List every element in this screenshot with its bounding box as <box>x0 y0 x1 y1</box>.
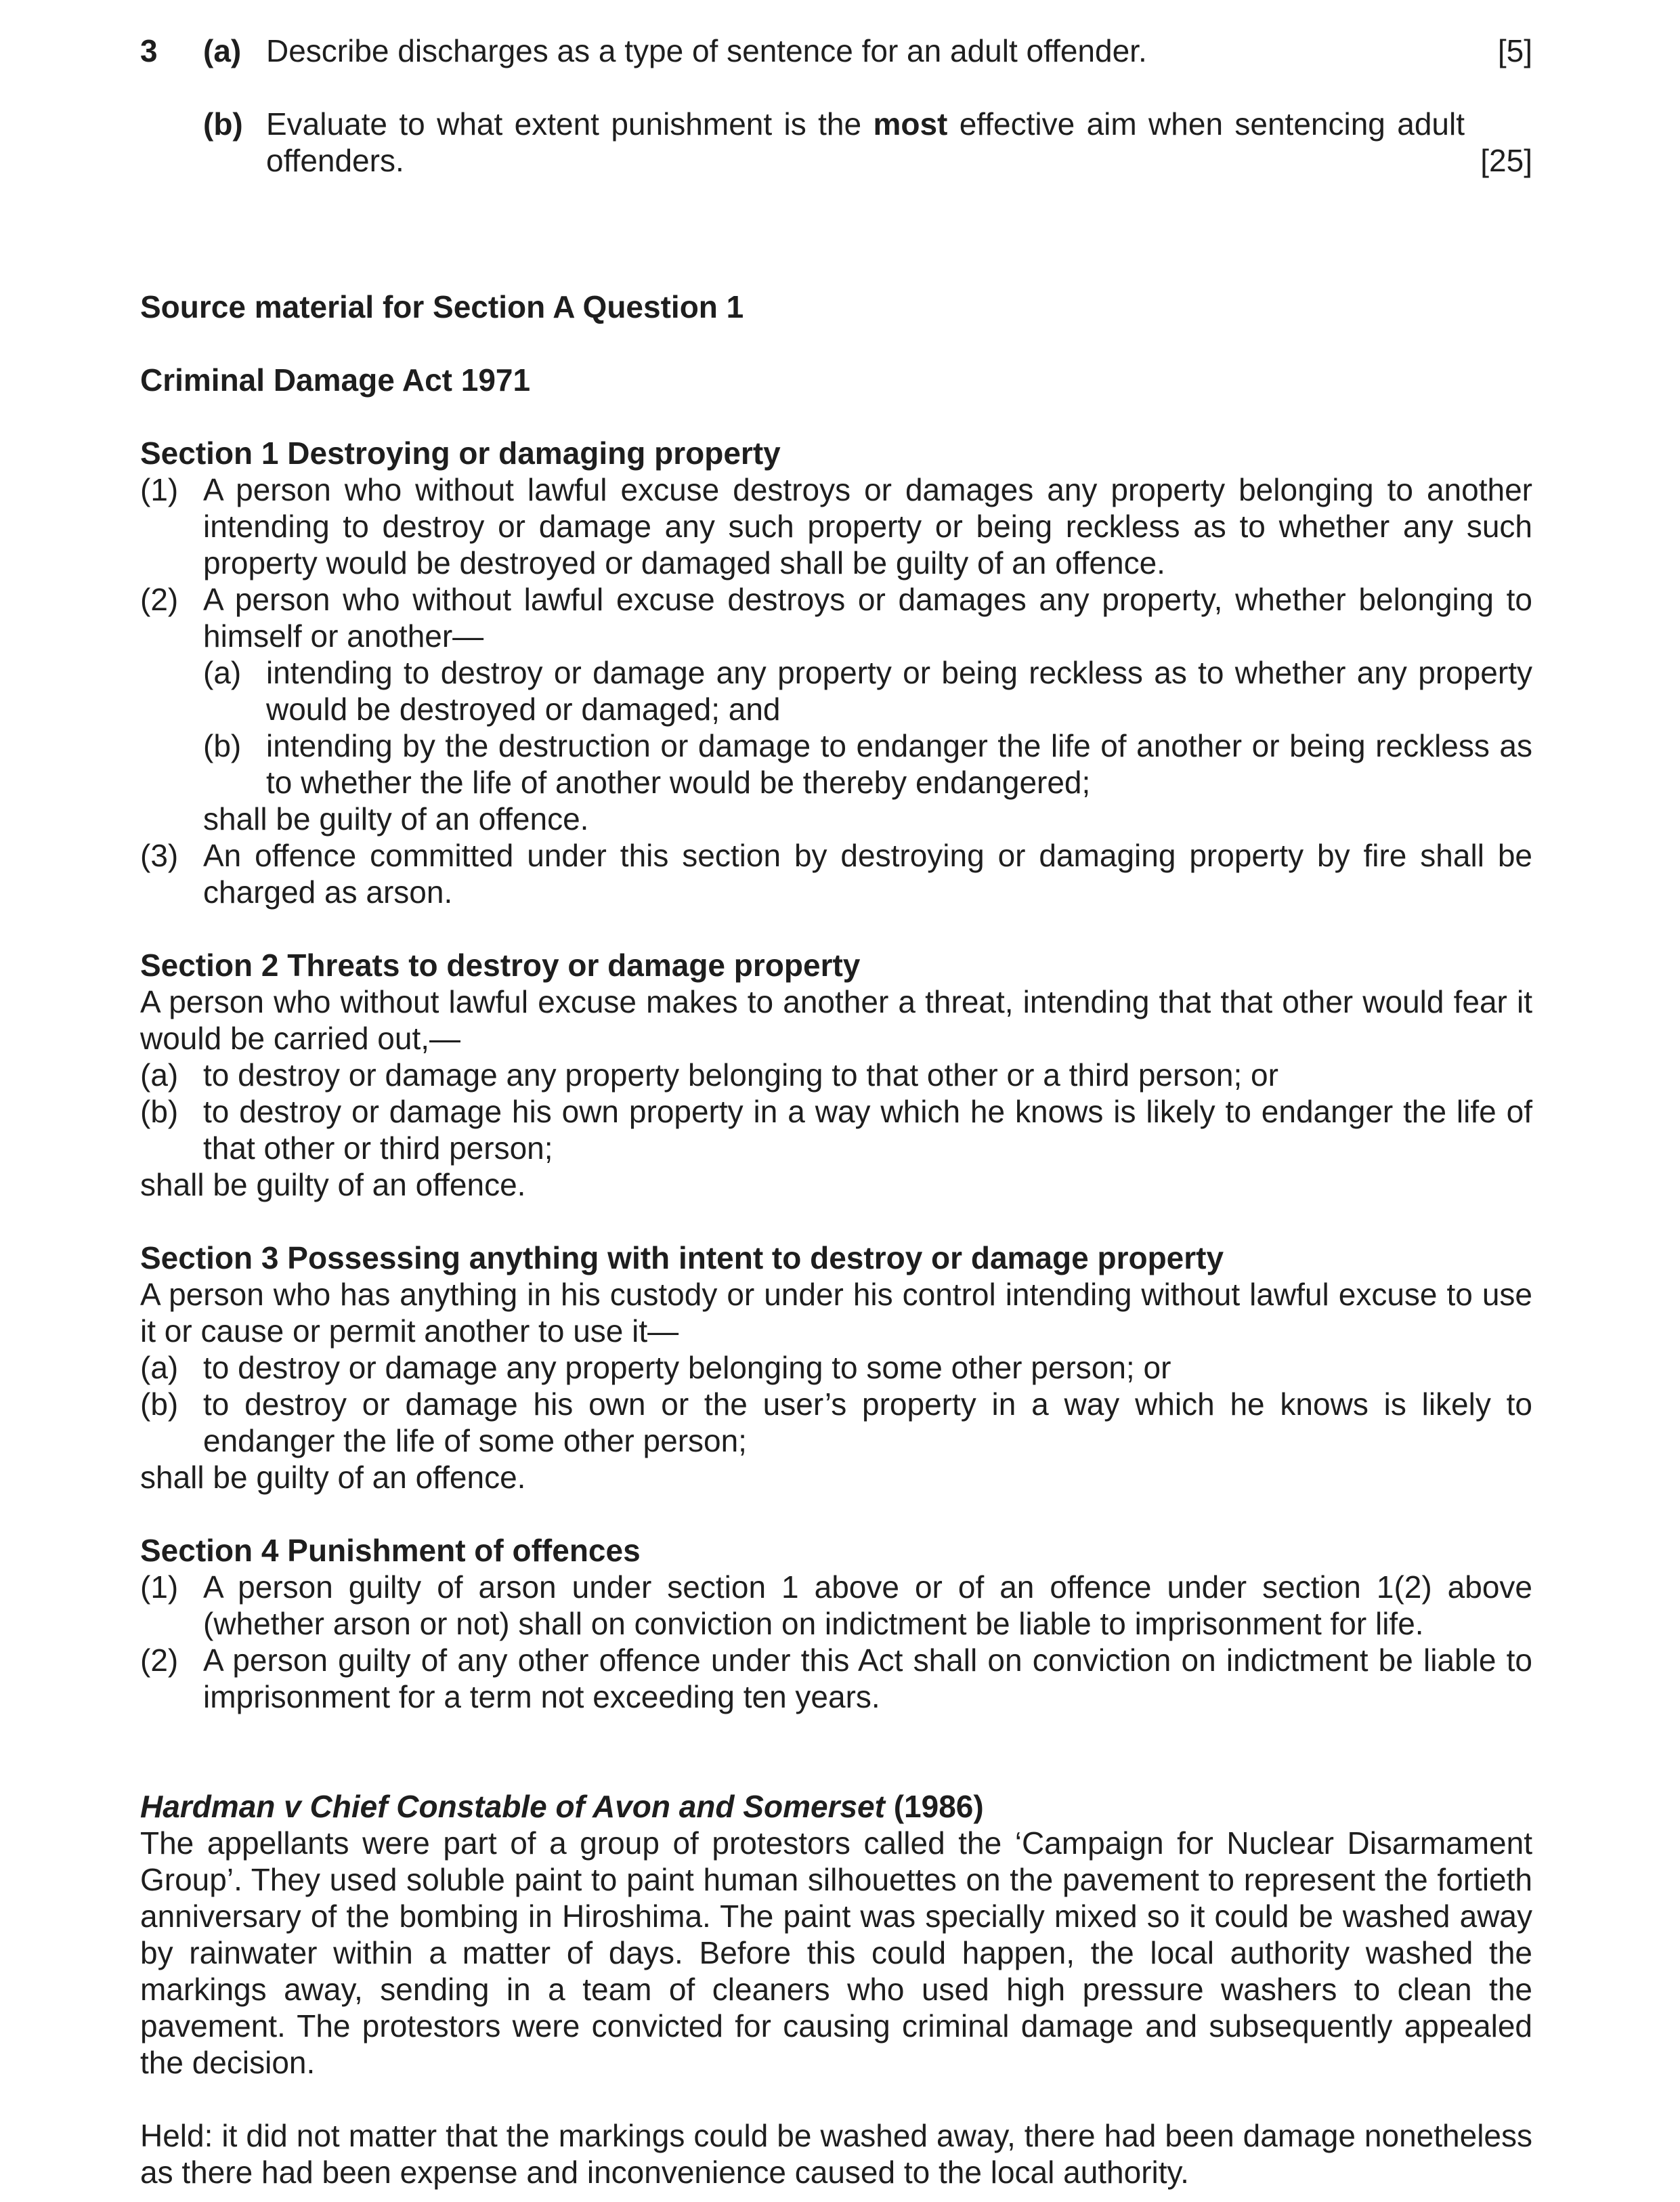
guilty-line: shall be guilty of an offence. <box>140 1460 526 1495</box>
question-text: Evaluate to what extent punishment is the <box>266 106 874 142</box>
item-text: intending by the destruction or damage to endanger the life of another or being reckless as to whether the life of another would be thereby endangered; <box>266 728 1532 800</box>
question-text-cont: effective aim when sentencing adult offenders. <box>266 106 1465 178</box>
item-label: (2) <box>140 582 179 617</box>
list-item <box>140 471 1532 581</box>
section-intro: A person who has anything in his custody or under his control intending without lawful excuse to use it or cause or permit another to use it— <box>140 1277 1532 1349</box>
item-text: An offence committed under this section by destroying or damaging property by fire shall be charged as arson. <box>203 838 1532 910</box>
item-text: A person who without lawful excuse destroys or damages any property belonging to another intending to destroy or damage any such property or being reckless as to whether any such property would be destroyed or damaged shall be guilty of an offence. <box>203 472 1532 580</box>
item-text: to destroy or damage his own or the user’s property in a way which he knows is likely to endanger the life of some other person; <box>203 1386 1532 1458</box>
emphasis-word: most <box>873 106 948 142</box>
item-label: (a) <box>140 1057 179 1093</box>
section-3-heading: Section 3 Possessing anything with intent to destroy or damage property <box>140 1240 1224 1275</box>
item-label: (1) <box>140 1569 179 1605</box>
item-label: (3) <box>140 838 179 873</box>
source-heading: Source material for Section A Question 1 <box>140 289 744 324</box>
item-text: A person who without lawful excuse destroys or damages any property, whether belonging to himself or another— <box>203 582 1532 654</box>
item-label: (a) <box>203 655 242 690</box>
item-text: to destroy or damage any property belonging to that other or a third person; or <box>203 1057 1278 1093</box>
case-heading <box>140 1788 1532 1825</box>
item-text: A person guilty of arson under section 1 above or of an offence under section 1(2) above (whether arson or not) shall on conviction on indictment be liable to imprisonment for life. <box>203 1569 1532 1641</box>
section-4-heading: Section 4 Punishment of offences <box>140 1533 641 1568</box>
part-label: (b) <box>203 106 243 142</box>
case-facts: The appellants were part of a group of protestors called the ‘Campaign for Nuclear Disarmament Group’. They used soluble paint to paint human silhouettes on the pavement to represent the fortieth anniversary of the bombing in Hiroshima. The paint was specially mixed so it could be washed away by rainwater within a matter of days. Before this could happen, the local authority washed the markings away, sending in a team of cleaners who used high pressure washers to clean the pavement. The protestors were convicted for causing criminal damage and subsequently appealed the decision. <box>140 1825 1532 2080</box>
case-name: Hardman v Chief Constable of Avon and Somerset <box>140 1789 885 1824</box>
guilty-line: shall be guilty of an offence. <box>203 801 589 837</box>
list-item <box>140 1093 1532 1166</box>
question-3b <box>140 106 1532 179</box>
item-label: (1) <box>140 472 179 507</box>
exam-page <box>140 33 1532 2190</box>
list-item <box>140 1057 1532 1093</box>
case-held: Held: it did not matter that the markings could be washed away, there had been damage nonetheless as there had been expense and inconvenience caused to the local authority. <box>140 2118 1532 2190</box>
act-title: Criminal Damage Act 1971 <box>140 362 531 398</box>
marks: [25] <box>1480 143 1532 178</box>
list-item <box>140 1642 1532 1715</box>
guilty-line: shall be guilty of an offence. <box>140 1167 526 1202</box>
list-item <box>140 1569 1532 1642</box>
item-label: (2) <box>140 1643 179 1678</box>
list-item <box>140 837 1532 910</box>
question-text: Describe discharges as a type of sentence for an adult offender. <box>266 33 1147 68</box>
list-item <box>140 1386 1532 1459</box>
list-item <box>140 581 1532 654</box>
item-text: A person guilty of any other offence under this Act shall on conviction on indictment be liable to imprisonment for a term not exceeding ten years. <box>203 1643 1532 1714</box>
list-subitem <box>140 727 1532 801</box>
list-subitem <box>140 654 1532 727</box>
part-label: (a) <box>203 33 242 68</box>
question-3 <box>140 33 1532 69</box>
item-text: to destroy or damage any property belonging to some other person; or <box>203 1350 1171 1385</box>
section-1-heading: Section 1 Destroying or damaging property <box>140 436 781 471</box>
item-label: (b) <box>203 728 242 763</box>
item-label: (b) <box>140 1386 179 1422</box>
list-item <box>140 1349 1532 1386</box>
item-text: to destroy or damage his own property in a way which he knows is likely to endanger the life of that other or third person; <box>203 1094 1532 1166</box>
question-number: 3 <box>140 33 158 68</box>
marks: [5] <box>1497 33 1532 68</box>
item-label: (b) <box>140 1094 179 1129</box>
case-year: (1986) <box>884 1789 984 1824</box>
question-3a <box>140 33 1532 69</box>
section-2-heading: Section 2 Threats to destroy or damage property <box>140 948 861 983</box>
item-text: intending to destroy or damage any property or being reckless as to whether any property would be destroyed or damaged; and <box>266 655 1532 727</box>
item-label: (a) <box>140 1350 179 1385</box>
section-intro: A person who without lawful excuse makes to another a threat, intending that that other would fear it would be carried out,— <box>140 984 1532 1056</box>
